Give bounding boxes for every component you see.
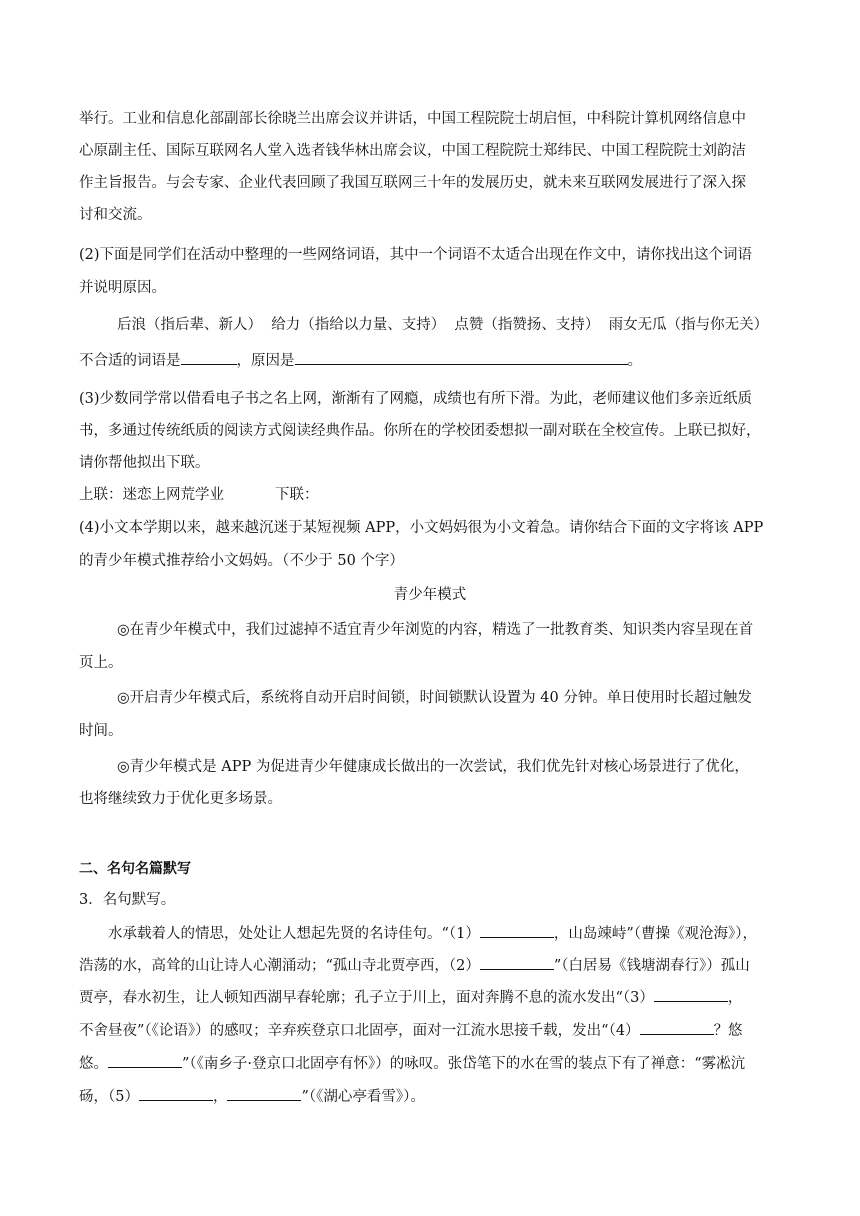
q2-stem-line-1: (2)下面是同学们在活动中整理的一些网络词语，其中一个词语不太适合出现在作文中，请你找出这个词语 bbox=[79, 247, 753, 263]
blank-5a[interactable] bbox=[139, 1086, 213, 1101]
q4-material-line-6: 也将继续致力于优化更多场景。 bbox=[79, 791, 282, 807]
q4-stem-line-2: 的青少年模式推荐给小文妈妈。（不少于 50 个字） bbox=[79, 553, 404, 569]
blank-3[interactable] bbox=[654, 987, 728, 1002]
blank-4a[interactable] bbox=[640, 1020, 714, 1035]
q2-reason-blank[interactable] bbox=[295, 350, 628, 365]
q4-material-title: 青少年模式 bbox=[393, 587, 467, 603]
poem-line-1: 水承载着人的情思，处处让人想起先贤的名诗佳句。“（1） ，山岛竦峙”（曹操《观沧海》）， bbox=[108, 923, 860, 944]
q4-material-line-3: ◎开启青少年模式后，系统将自动开启时间锁，时间锁默认设置为 40 分钟。单日使用时长超过触发 bbox=[117, 690, 752, 706]
blank-5b[interactable] bbox=[227, 1086, 301, 1101]
section-heading: 二、名句名篇默写 bbox=[79, 861, 191, 877]
poem-line-4: 不舍昼夜”（《论语》）的感叹；辛弃疾登京口北固亭，面对一江流水思接千载，发出“（4） ？悠 bbox=[79, 1020, 860, 1041]
question-3-title: 3．名句默写。 bbox=[79, 892, 176, 908]
q3-couplet-line bbox=[79, 485, 860, 505]
q2-answer-line bbox=[79, 350, 860, 371]
news-line-4: 讨和交流。 bbox=[79, 207, 152, 223]
q4-material-line-2: 页上。 bbox=[79, 655, 123, 671]
q2-answer-end: 。 bbox=[627, 353, 642, 369]
news-line-2: 心原副主任、国际互联网名人堂入选者钱华林出席会议，中国工程院院士郑纬民、中国工程院院士刘韵洁 bbox=[79, 143, 746, 159]
blank-4b[interactable] bbox=[108, 1053, 182, 1068]
q3-stem-line-1: (3)少数同学常以借看电子书之名上网，渐渐有了网瘾，成绩也有所下滑。为此，老师建议他们多亲近纸质 bbox=[79, 391, 753, 407]
q2-answer-prefix: 不合适的词语是 bbox=[79, 353, 181, 369]
q4-material-line-4: 时间。 bbox=[79, 723, 123, 739]
q4-stem-line-1: (4)小文本学期以来，越来越沉迷于某短视频 APP，小文妈妈很为小文着急。请你结合下面的文字将该 APP bbox=[79, 520, 764, 536]
q4-material-line-5: ◎青少年模式是 APP 为促进青少年健康成长做出的一次尝试，我们优先针对核心场景进行了优化， bbox=[117, 759, 749, 775]
q3-upper-couplet: 上联：迷恋上网荒学业 bbox=[79, 487, 224, 503]
q3-stem-line-2: 书，多通过传统纸质的阅读方式阅读经典作品。你所在的学校团委想拟一副对联在全校宣传。上联已拟好， bbox=[79, 423, 761, 439]
news-line-1: 举行。工业和信息化部副部长徐晓兰出席会议并讲话，中国工程院院士胡启恒，中科院计算机网络信息中 bbox=[79, 111, 746, 127]
q2-stem-line-2: 并说明原因。 bbox=[79, 280, 166, 296]
poem-line-3: 贾亭，春水初生，让人顿知西湖早春轮廓；孔子立于川上，面对奔腾不息的流水发出“（3） ， bbox=[79, 987, 860, 1008]
q2-word-blank[interactable] bbox=[181, 350, 237, 365]
news-line-3: 作主旨报告。与会专家、企业代表回顾了我国互联网三十年的发展历史，就未来互联网发展进行了深入探 bbox=[79, 175, 746, 191]
q3-stem-line-3: 请你帮他拟出下联。 bbox=[79, 455, 210, 471]
q3-lower-couplet-label: 下联： bbox=[275, 487, 319, 503]
q4-material-line-1: ◎在青少年模式中，我们过滤掉不适宜青少年浏览的内容，精选了一批教育类、知识类内容呈现在首 bbox=[117, 622, 754, 638]
q2-answer-mid: ，原因是 bbox=[236, 353, 295, 369]
blank-1[interactable] bbox=[480, 923, 554, 938]
poem-line-6: 砀，（5） ， ”（《湖心亭看雪》）。 bbox=[79, 1086, 860, 1107]
poem-line-5: 悠。 ”（《南乡子·登京口北固亭有怀》）的咏叹。张岱笔下的水在雪的装点下有了禅意：“雾凇沆 bbox=[79, 1053, 860, 1074]
poem-line-2: 浩荡的水，高耸的山让诗人心潮涌动；“孤山寺北贾亭西，（2） ”（白居易《钱塘湖春行》）孤山 bbox=[79, 955, 860, 976]
q2-word-list: 后浪（指后辈、新人） 给力（指给以力量、支持） 点赞（指赞扬、支持） 雨女无瓜（指与你无关） bbox=[117, 317, 769, 333]
blank-2[interactable] bbox=[480, 955, 554, 970]
